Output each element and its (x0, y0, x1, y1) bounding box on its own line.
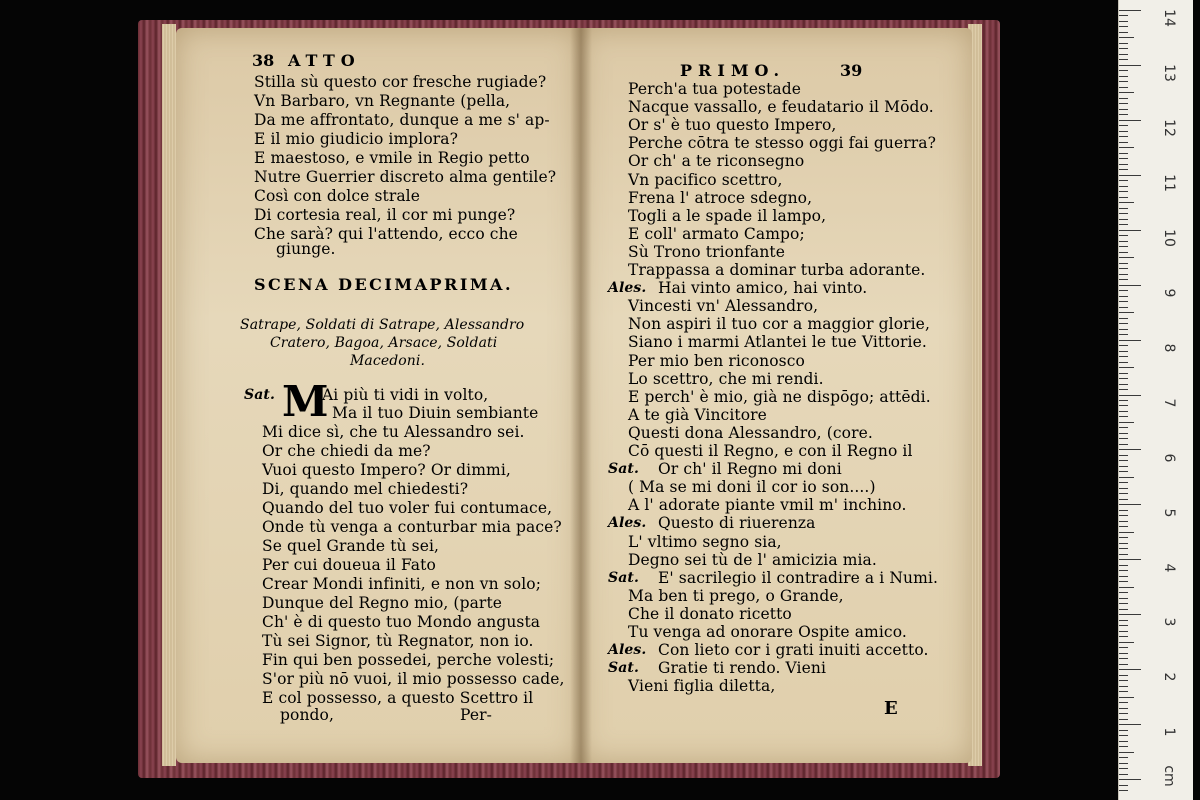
dialogue-line: Degno sei tù de l' amicizia mia. (628, 550, 877, 569)
dialogue-line: Perch'a tua potestade (628, 80, 802, 98)
ruler-tick (1119, 636, 1128, 637)
ruler-tick (1119, 92, 1134, 93)
ruler-tick (1119, 653, 1128, 654)
ruler-tick (1119, 647, 1128, 648)
ruler-tick (1119, 482, 1128, 483)
ruler-tick (1119, 59, 1128, 60)
dialogue-line: Con lieto cor i grati inuiti accetto. (658, 641, 929, 660)
ruler-tick (1119, 708, 1128, 709)
ruler-tick (1119, 768, 1128, 769)
ruler-tick (1119, 318, 1128, 319)
ruler-tick (1119, 631, 1128, 632)
signature-mark: E (884, 698, 898, 719)
ruler-tick (1119, 658, 1128, 659)
ruler-tick (1119, 576, 1128, 577)
drop-cap: M (282, 377, 329, 426)
ruler-tick (1119, 471, 1128, 472)
dialogue-line: Crear Mondi infiniti, e non vn solo; (262, 575, 542, 593)
ruler-tick (1119, 499, 1128, 500)
ruler-tick (1119, 98, 1128, 99)
page-edges-left (162, 24, 176, 766)
ruler-tick (1119, 131, 1128, 132)
ruler-tick (1119, 191, 1128, 192)
ruler-tick (1119, 224, 1128, 225)
ruler-tick (1119, 175, 1141, 176)
ruler-tick (1119, 757, 1128, 758)
dialogue-line: E coll' armato Campo; (628, 224, 805, 243)
text-line: Stilla sù questo cor fresche rugiade? (254, 73, 547, 91)
ruler-tick (1119, 515, 1128, 516)
ruler-tick (1119, 274, 1128, 275)
ruler-tick (1119, 724, 1141, 725)
cast-line: Cratero, Bagoa, Arsace, Soldati (270, 335, 498, 351)
book-gutter (570, 28, 592, 763)
ruler-tick (1119, 54, 1128, 55)
dialogue-line: Questi dona Alessandro, (core. (628, 423, 873, 442)
ruler-tick (1119, 186, 1128, 187)
dialogue-line: E perch' è mio, già ne dispōgo; attēdi. (628, 387, 931, 406)
ruler-tick (1119, 614, 1141, 615)
speaker-label: Ales. (608, 642, 647, 659)
text-line: E il mio giudicio implora? (254, 130, 459, 148)
ruler-tick (1119, 686, 1128, 687)
ruler-tick (1119, 422, 1134, 423)
ruler-tick (1119, 15, 1128, 16)
ruler-tick (1119, 312, 1134, 313)
speaker-label: Sat. (608, 461, 639, 478)
ruler-tick (1119, 290, 1128, 291)
dialogue-line: Ma il tuo Diuin sembiante (332, 404, 539, 422)
ruler-tick (1119, 559, 1141, 560)
ruler-tick (1119, 351, 1128, 352)
ruler-tick (1119, 488, 1128, 489)
ruler-tick (1119, 246, 1128, 247)
dialogue-line: A l' adorate piante vmil m' inchino. (628, 496, 907, 515)
text-line: Nutre Guerrier discreto alma gentile? (254, 168, 557, 186)
dialogue-line: Sù Trono trionfante (628, 242, 786, 261)
ruler-tick (1119, 367, 1134, 368)
ruler-tick (1119, 202, 1134, 203)
ruler-tick (1119, 433, 1128, 434)
dialogue-line: Siano i marmi Atlantei le tue Vittorie. (628, 333, 927, 352)
text-line: Che sarà? qui l'attendo, ecco che (254, 225, 518, 243)
ruler-tick (1119, 395, 1141, 396)
ruler-tick (1119, 680, 1128, 681)
ruler-tick (1119, 691, 1128, 692)
ruler-tick (1119, 114, 1128, 115)
right-page-number: 39 (840, 61, 863, 80)
ruler-label: 2 (1161, 672, 1177, 682)
dialogue-line: Togli a le spade il lampo, (628, 206, 827, 225)
ruler-tick (1119, 384, 1128, 385)
left-running-head: ATTO (288, 51, 361, 70)
ruler-tick (1119, 504, 1141, 505)
ruler-tick (1119, 400, 1128, 401)
ruler-tick (1119, 416, 1128, 417)
ruler-tick (1119, 389, 1128, 390)
ruler-tick (1119, 790, 1128, 791)
ruler-tick (1119, 263, 1128, 264)
ruler-tick (1119, 532, 1134, 533)
ruler-tick (1119, 460, 1128, 461)
dialogue-line: pondo, (280, 706, 335, 724)
ruler-tick (1119, 625, 1128, 626)
dialogue-line: Mi dice sì, che tu Alessandro sei. (262, 423, 525, 441)
ruler-tick (1119, 213, 1128, 214)
dialogue-line: S'or più nō vuoi, il mio possesso cade, (262, 670, 565, 688)
scene-title: SCENA DECIMAPRIMA. (254, 275, 514, 294)
dialogue-line: Or ch' a te riconsegno (628, 152, 805, 171)
speaker-label: Sat. (608, 660, 639, 677)
ruler-label: 11 (1161, 174, 1177, 192)
ruler-tick (1119, 477, 1134, 478)
ruler-tick (1119, 779, 1141, 780)
right-running-head: PRIMO. (680, 61, 786, 80)
dialogue-line: L' vltimo segno sia, (628, 532, 782, 551)
ruler-tick (1119, 87, 1128, 88)
dialogue-line: Onde tù venga a conturbar mia pace? (262, 518, 562, 536)
ruler-tick (1119, 21, 1128, 22)
measuring-ruler (1118, 0, 1193, 800)
ruler-tick (1119, 669, 1141, 670)
dialogue-line: Di, quando mel chiedesti? (262, 480, 469, 498)
ruler-label: 1 (1161, 727, 1177, 737)
dialogue-line: Per mio ben riconosco (628, 351, 805, 370)
ruler-label: 4 (1161, 563, 1177, 572)
ruler-tick (1119, 444, 1128, 445)
text-line: Da me affrontato, dunque a me s' ap- (254, 111, 550, 129)
ruler-tick (1119, 543, 1128, 544)
dialogue-line: Tù sei Signor, tù Regnator, non io. (262, 632, 534, 650)
ruler-tick (1119, 746, 1128, 747)
ruler-tick (1119, 279, 1128, 280)
dialogue-line: Tu venga ad onorare Ospite amico. (628, 623, 907, 641)
dialogue-line: Frena l' atroce sdegno, (628, 188, 813, 207)
ruler-label: 14 (1161, 9, 1177, 28)
ruler-tick (1119, 675, 1128, 676)
ruler-tick (1119, 70, 1128, 71)
ruler-tick (1119, 345, 1128, 346)
ruler-label: 10 (1161, 229, 1177, 247)
dialogue-line: Vieni figlia diletta, (628, 677, 776, 696)
ruler-tick (1119, 405, 1128, 406)
ruler-tick (1119, 340, 1141, 341)
ruler-tick (1119, 257, 1134, 258)
ruler-tick (1119, 76, 1128, 77)
ruler-tick (1119, 241, 1128, 242)
speaker-label: Ales. (608, 280, 647, 297)
ruler-tick (1119, 548, 1128, 549)
dialogue-line: Vn pacifico scettro, (628, 170, 783, 189)
ruler-tick (1119, 169, 1128, 170)
ruler-tick (1119, 581, 1128, 582)
ruler-tick (1119, 587, 1134, 588)
ruler-tick (1119, 37, 1134, 38)
ruler-tick (1119, 158, 1128, 159)
dialogue-line: Dunque del Regno mio, (parte (262, 594, 503, 612)
ruler-tick (1119, 103, 1128, 104)
ruler-tick (1119, 642, 1134, 643)
ruler-tick (1119, 493, 1128, 494)
dialogue-line: A te già Vincitore (628, 405, 767, 424)
ruler-tick (1119, 741, 1128, 742)
ruler-tick (1119, 26, 1128, 27)
ruler-tick (1119, 785, 1128, 786)
dialogue-line: Quando del tuo voler fui contumace, (262, 499, 553, 517)
ruler-tick (1119, 296, 1128, 297)
ruler-tick (1119, 268, 1128, 269)
dialogue-line: Ai più ti vidi in volto, (322, 386, 489, 404)
ruler-tick (1119, 362, 1128, 363)
speaker-label: Sat. (608, 569, 639, 586)
ruler-tick (1119, 180, 1128, 181)
ruler-tick (1119, 208, 1128, 209)
ruler-tick (1119, 455, 1128, 456)
ruler-tick (1119, 48, 1128, 49)
ruler-label: 3 (1161, 617, 1177, 627)
ruler-tick (1119, 565, 1128, 566)
dialogue-line: Vuoi questo Impero? Or dimmi, (262, 461, 511, 479)
ruler-tick (1119, 609, 1128, 610)
dialogue-line: Nacque vassallo, e feudatario il Mōdo. (628, 98, 934, 117)
speaker-label: Ales. (608, 515, 647, 532)
ruler-tick (1119, 592, 1128, 593)
ruler-tick (1119, 537, 1128, 538)
cast-line: Macedoni. (350, 353, 426, 369)
dialogue-line: Hai vinto amico, hai vinto. (658, 279, 868, 298)
ruler-tick (1119, 252, 1128, 253)
dialogue-line: Questo di riuerenza (658, 514, 816, 533)
dialogue-line: Se quel Grande tù sei, (262, 537, 440, 555)
ruler-tick (1119, 197, 1128, 198)
ruler-tick (1119, 598, 1128, 599)
text-line: giunge. (276, 240, 336, 258)
ruler-tick (1119, 427, 1128, 428)
ruler-tick (1119, 570, 1128, 571)
dialogue-line: Lo scettro, che mi rendi. (628, 369, 824, 388)
ruler-tick (1119, 334, 1128, 335)
ruler-tick (1119, 449, 1141, 450)
speaker-label: Sat. (244, 387, 275, 403)
ruler-tick (1119, 147, 1134, 148)
ruler-tick (1119, 356, 1128, 357)
ruler-tick (1119, 65, 1141, 66)
ruler-tick (1119, 120, 1141, 121)
ruler-tick (1119, 164, 1128, 165)
ruler-tick (1119, 730, 1128, 731)
text-line: Vn Barbaro, vn Regnante (pella, (254, 92, 511, 110)
ruler-tick (1119, 664, 1128, 665)
dialogue-line: Fin qui ben possedei, perche volesti; (262, 651, 555, 669)
cast-line: Satrape, Soldati di Satrape, Alessandro (240, 317, 525, 333)
dialogue-line: Or che chiedi da me? (262, 442, 431, 460)
ruler-tick (1119, 109, 1128, 110)
ruler-tick (1119, 774, 1128, 775)
ruler-tick (1119, 466, 1128, 467)
left-page-number: 38 (252, 51, 275, 70)
ruler-tick (1119, 301, 1128, 302)
ruler-tick (1119, 603, 1128, 604)
ruler-tick (1119, 521, 1128, 522)
dialogue-line: E col possesso, a questo Scettro il (262, 689, 534, 707)
ruler-tick (1119, 10, 1141, 11)
ruler-tick (1119, 43, 1128, 44)
ruler-tick (1119, 142, 1128, 143)
dialogue-line: Trappassa a dominar turba adorante. (628, 261, 926, 279)
ruler-tick (1119, 697, 1134, 698)
ruler-tick (1119, 526, 1128, 527)
dialogue-line: Perche cōtra te stesso oggi fai guerra? (628, 134, 937, 153)
ruler-tick (1119, 763, 1128, 764)
ruler-tick (1119, 510, 1128, 511)
ruler-label: 13 (1161, 64, 1177, 83)
ruler-label: 9 (1161, 288, 1177, 298)
ruler-tick (1119, 752, 1134, 753)
dialogue-line: Or ch' il Regno mi doni (658, 460, 842, 479)
ruler-tick (1119, 378, 1128, 379)
ruler-tick (1119, 81, 1128, 82)
ruler-tick (1119, 373, 1128, 374)
ruler-unit-label: cm (1161, 765, 1177, 787)
ruler-tick (1119, 230, 1141, 231)
ruler-tick (1119, 713, 1128, 714)
ruler-tick (1119, 719, 1128, 720)
dialogue-line: Ma ben ti prego, o Grande, (628, 586, 844, 605)
ruler-tick (1119, 32, 1128, 33)
dialogue-line: Non aspiri il tuo cor a maggior glorie, (628, 315, 930, 334)
ruler-tick (1119, 235, 1128, 236)
dialogue-line: Gratie ti rendo. Vieni (658, 659, 827, 678)
ruler-tick (1119, 735, 1128, 736)
dialogue-line: Ch' è di questo tuo Mondo angusta (262, 613, 541, 631)
ruler-tick (1119, 125, 1128, 126)
text-line: Di cortesia real, il cor mi punge? (254, 206, 516, 224)
dialogue-line: Vincesti vn' Alessandro, (628, 297, 819, 316)
ruler-label: 7 (1161, 398, 1177, 408)
ruler-tick (1119, 702, 1128, 703)
ruler-tick (1119, 323, 1128, 324)
dialogue-line: Per cui doueua il Fato (262, 556, 436, 574)
dialogue-line: Cō questi il Regno, e con il Regno il (628, 442, 913, 460)
ruler-label: 5 (1161, 508, 1177, 518)
ruler-tick (1119, 620, 1128, 621)
ruler-tick (1119, 219, 1128, 220)
dialogue-line: Che il donato ricetto (628, 604, 792, 623)
ruler-label: 8 (1161, 343, 1177, 353)
text-line: Così con dolce strale (254, 187, 421, 205)
dialogue-line: ( Ma se mi doni il cor io son....) (628, 478, 876, 497)
ruler-tick (1119, 285, 1141, 286)
ruler-tick (1119, 438, 1128, 439)
dialogue-line: E' sacrilegio il contradire a i Numi. (658, 568, 938, 587)
ruler-tick (1119, 307, 1128, 308)
ruler-label: 6 (1161, 453, 1177, 463)
ruler-tick (1119, 136, 1128, 137)
dialogue-line: Or s' è tuo questo Impero, (628, 116, 837, 135)
catchword: Per- (460, 706, 492, 724)
text-line: E maestoso, e vmile in Regio petto (254, 149, 530, 167)
ruler-tick (1119, 411, 1128, 412)
ruler-tick (1119, 554, 1128, 555)
ruler-label: 12 (1161, 119, 1177, 137)
ruler-tick (1119, 153, 1128, 154)
ruler-tick (1119, 329, 1128, 330)
